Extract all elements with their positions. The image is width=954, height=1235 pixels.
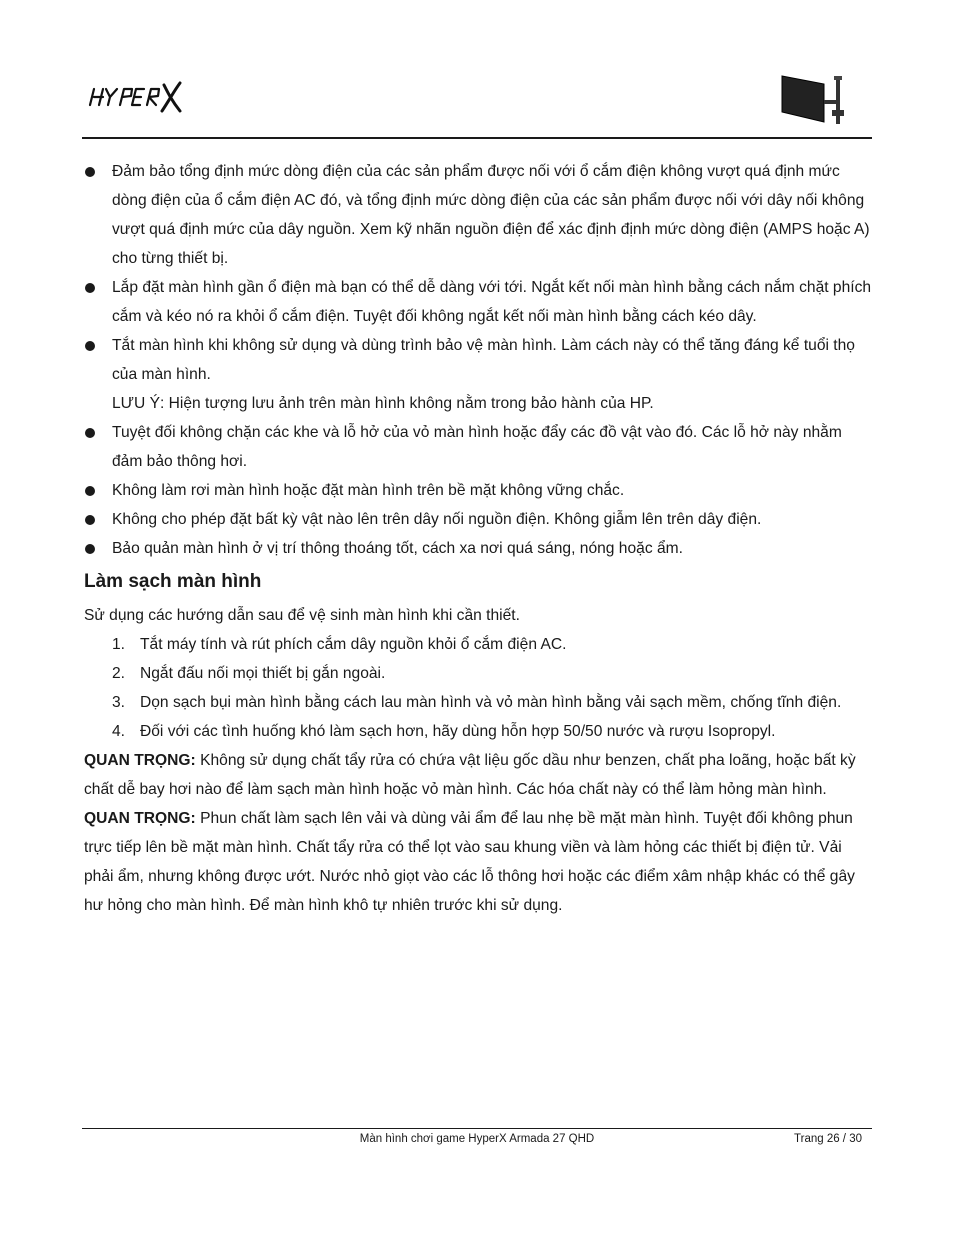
cleaning-steps-list [84,630,874,746]
safety-bullet-list [84,157,874,563]
important-paragraph [84,746,874,804]
bullet-item [84,331,874,418]
bullet-icon [85,515,95,525]
step-item [84,630,874,659]
bullet-item [84,157,874,273]
page-content [84,157,874,920]
footer-document-title: Màn hình chơi game HyperX Armada 27 QHD [359,1133,595,1145]
step-item [84,659,874,688]
bullet-icon [85,544,95,554]
header-divider [82,137,872,139]
footer-page-number: Trang 26 / 30 [794,1133,862,1145]
step-item [84,717,874,746]
important-text: Không sử dụng chất tẩy rửa có chứa vật liệu gốc dầu như benzen, chất pha loãng, hoặc bất kỳ chất dễ bay hơi nào để làm sạch màn hình hoặc vỏ màn hình. Các hóa chất này có thể làm hỏng màn hình. [84,752,856,798]
important-label: QUAN TRỌNG: [84,752,196,769]
bullet-icon [85,167,95,177]
bullet-item [84,273,874,331]
bullet-item [84,505,874,534]
bullet-icon [85,283,95,293]
important-paragraph [84,804,874,920]
monitor-arm-icon [778,70,858,126]
bullet-text: Bảo quản màn hình ở vị trí thông thoáng tốt, cách xa nơi quá sáng, nóng hoặc ẩm. [112,540,683,557]
step-number: 4. [112,723,126,740]
step-number: 1. [112,636,126,653]
bullet-text: Tắt màn hình khi không sử dụng và dùng trình bảo vệ màn hình. Làm cách này có thể tăng đáng kể tuổi thọ của màn hình. [112,337,855,383]
step-text: Dọn sạch bụi màn hình bằng cách lau màn hình và vỏ màn hình bằng vải sạch mềm, chống tĩnh điện. [140,694,842,711]
page-header [82,60,872,140]
bullet-icon [85,341,95,351]
important-text: Phun chất làm sạch lên vải và dùng vải ẩm để lau nhẹ bề mặt màn hình. Tuyệt đối không phun trực tiếp lên bề mặt màn hình. Chất tẩy rửa có thể lọt vào sau khung viền và làm hỏng các thiết bị điện tử. Vải phải ẩm, nhưng không được ướt. Nước nhỏ giọt vào các lỗ thông hơi hoặc các điểm xâm nhập khác có thể gây hư hỏng cho màn hình. Để màn hình khô tự nhiên trước khi sử dụng. [84,810,855,914]
note-text: LƯU Ý: Hiện tượng lưu ảnh trên màn hình không nằm trong bảo hành của HP. [112,395,654,412]
bullet-icon [85,428,95,438]
section-heading: Làm sạch màn hình [84,571,262,592]
bullet-text: Đảm bảo tổng định mức dòng điện của các sản phẩm được nối với ổ cắm điện không vượt quá định mức dòng điện của ổ cắm điện AC đó, và tổng định mức dòng điện của các sản phẩm được nối với dây nối không vượt quá định mức của dây nguồn. Xem kỹ nhãn nguồn điện để xác định định mức dòng điện (AMPS hoặc A) cho từng thiết bị. [112,163,870,267]
hyperx-logo [84,77,184,117]
bullet-item [84,418,874,476]
bullet-text: Không làm rơi màn hình hoặc đặt màn hình trên bề mặt không vững chắc. [112,482,625,499]
step-number: 2. [112,665,126,682]
footer-divider [82,1128,872,1129]
bullet-icon [85,486,95,496]
step-item [84,688,874,717]
bullet-text: Tuyệt đối không chặn các khe và lỗ hở của vỏ màn hình hoặc đẩy các đồ vật vào đó. Các lỗ hở này nhằm đảm bảo thông hơi. [112,424,842,470]
section-intro: Sử dụng các hướng dẫn sau để vệ sinh màn hình khi cần thiết. [84,607,520,624]
step-text: Đối với các tình huống khó làm sạch hơn, hãy dùng hỗn hợp 50/50 nước và rượu Isopropyl. [140,723,776,740]
step-text: Tắt máy tính và rút phích cắm dây nguồn khỏi ổ cắm điện AC. [140,636,567,653]
bullet-item [84,476,874,505]
important-label: QUAN TRỌNG: [84,810,196,827]
bullet-item [84,534,874,563]
step-number: 3. [112,694,126,711]
step-text: Ngắt đấu nối mọi thiết bị gắn ngoài. [140,665,386,682]
bullet-text: Lắp đặt màn hình gần ổ điện mà bạn có thể dễ dàng với tới. Ngắt kết nối màn hình bằng cách nắm chặt phích cắm và kéo nó ra khỏi ổ cắm điện. Tuyệt đối không ngắt kết nối màn hình bằng cách kéo dây. [112,279,872,325]
bullet-text: Không cho phép đặt bất kỳ vật nào lên trên dây nối nguồn điện. Không giẫm lên trên dây điện. [112,511,762,528]
